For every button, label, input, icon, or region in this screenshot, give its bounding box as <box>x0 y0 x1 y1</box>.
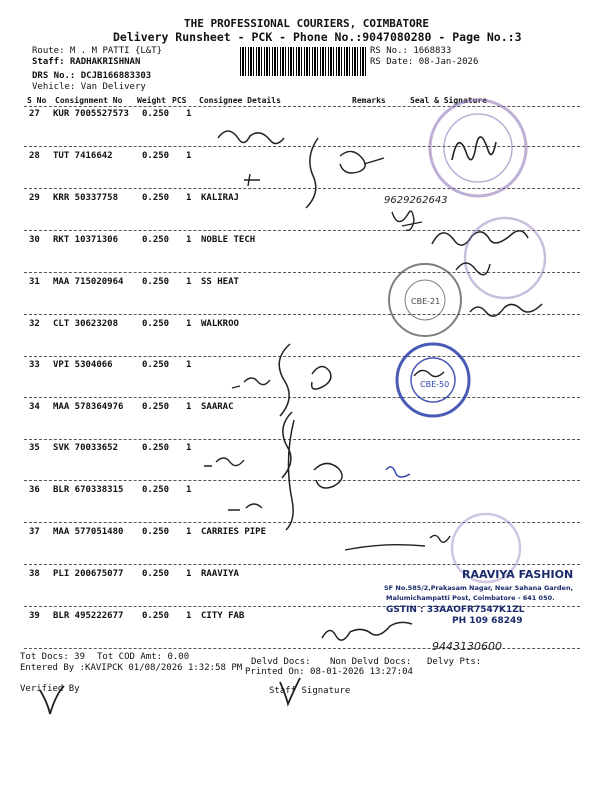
cbe21-label: CBE-21 <box>411 297 441 306</box>
row-sno: 36 <box>29 485 40 495</box>
row-pcs: 1 <box>186 109 192 119</box>
barcode <box>240 47 366 76</box>
raaviya-stamp-address-1: SF No.585/2,Prakasam Nagar, Near Sahana Garden, <box>384 584 574 592</box>
tot-docs: Tot Docs: 39 <box>20 652 86 662</box>
row-pcs: 1 <box>186 611 192 621</box>
col-header-weight: Weight <box>137 96 166 105</box>
staff-signature: Staff Signature <box>269 686 351 696</box>
rs-date: RS Date: 08-Jan-2026 <box>370 57 479 67</box>
row-consignment: TUT 7416642 <box>53 151 113 161</box>
table-row <box>0 109 600 151</box>
row-weight: 0.250 <box>142 569 170 579</box>
row-weight: 0.250 <box>142 319 170 329</box>
table-row <box>0 235 600 277</box>
row-consignee: WALKROO <box>201 319 239 329</box>
drs-label: DRS No.: DCJB166883303 <box>32 71 152 81</box>
col-header-sno: S No <box>27 96 47 105</box>
table-row <box>0 402 600 444</box>
runsheet-title: Delivery Runsheet - PCK - Phone No.:9047080280 - Page No.:3 <box>113 30 522 44</box>
table-row <box>0 485 600 527</box>
table-row <box>0 277 600 319</box>
row-pcs: 1 <box>186 402 192 412</box>
row-consignee: KALIRAJ <box>201 193 239 203</box>
row-weight: 0.250 <box>142 235 170 245</box>
row-weight: 0.250 <box>142 151 170 161</box>
table-row <box>0 569 600 611</box>
rs-no: RS No.: 1668833 <box>370 46 452 56</box>
col-header-seal: Seal & Signature <box>410 96 488 105</box>
raaviya-stamp-phone: PH 109 68249 <box>452 616 523 626</box>
row-consignment: MAA 577051480 <box>53 527 124 537</box>
raaviya-stamp-name: RAAVIYA FASHION <box>462 568 574 581</box>
row-sno: 29 <box>29 193 40 203</box>
entered-by: Entered By :KAVIPCK 01/08/2026 1:32:58 PM <box>20 663 243 673</box>
handwritten-phone-bottom: 9443130600 <box>432 640 502 653</box>
row-pcs: 1 <box>186 277 192 287</box>
row-consignee: RAAVIYA <box>201 569 239 579</box>
row-consignee: SAARAC <box>201 402 234 412</box>
row-pcs: 1 <box>186 193 192 203</box>
vehicle-label: Vehicle: Van Delivery <box>32 82 146 92</box>
row-consignee: NOBLE TECH <box>201 235 256 245</box>
tot-cod-amt: Tot COD Amt: 0.00 <box>97 652 190 662</box>
row-rule <box>24 272 580 273</box>
row-sno: 33 <box>29 360 40 370</box>
table-row <box>0 611 600 653</box>
row-weight: 0.250 <box>142 360 170 370</box>
row-sno: 30 <box>29 235 40 245</box>
row-consignment: KRR 50337758 <box>53 193 119 203</box>
row-pcs: 1 <box>186 235 192 245</box>
row-pcs: 1 <box>186 485 192 495</box>
row-consignment: VPI 5304066 <box>53 360 113 370</box>
row-sno: 39 <box>29 611 40 621</box>
row-consignment: PLI 200675077 <box>53 569 124 579</box>
row-weight: 0.250 <box>142 611 170 621</box>
row-rule <box>24 188 580 189</box>
row-consignment: SVK 70033652 <box>53 443 119 453</box>
row-rule <box>24 356 580 357</box>
raaviya-stamp-gstin: GSTIN : 33AAOFR7547K1ZL <box>386 605 525 615</box>
row-weight: 0.250 <box>142 109 170 119</box>
row-consignee: CITY FAB <box>201 611 245 621</box>
row-rule <box>24 146 580 147</box>
row-weight: 0.250 <box>142 443 170 453</box>
row-pcs: 1 <box>186 151 192 161</box>
delvd-docs: Delvd Docs: <box>251 657 311 667</box>
row-rule <box>24 648 580 649</box>
col-header-consignee: Consignee Details <box>199 96 281 105</box>
row-consignment: MAA 578364976 <box>53 402 124 412</box>
row-pcs: 1 <box>186 319 192 329</box>
row-consignment: RKT 10371306 <box>53 235 119 245</box>
col-header-pcs: PCS <box>172 96 187 105</box>
row-sno: 27 <box>29 109 40 119</box>
row-sno: 28 <box>29 151 40 161</box>
row-sno: 34 <box>29 402 40 412</box>
non-delvd-docs: Non Delvd Docs: <box>330 657 412 667</box>
row-sno: 31 <box>29 277 40 287</box>
col-header-consignment: Consignment No <box>55 96 123 105</box>
row-pcs: 1 <box>186 443 192 453</box>
staff-label: Staff: RADHAKRISHNAN <box>32 57 141 67</box>
row-rule <box>24 397 580 398</box>
row-rule <box>24 522 580 523</box>
row-rule <box>24 480 580 481</box>
row-consignee: CARRIES PIPE <box>201 527 267 537</box>
printed-on: Printed On: 08-01-2026 13:27:04 <box>245 667 413 677</box>
header-rule <box>24 106 580 107</box>
table-row <box>0 360 600 402</box>
row-consignment: BLR 495222677 <box>53 611 124 621</box>
row-consignment: CLT 30623208 <box>53 319 119 329</box>
handwritten-phone: 9629262643 <box>384 195 448 206</box>
row-weight: 0.250 <box>142 193 170 203</box>
row-rule <box>24 564 580 565</box>
raaviya-stamp-address-2: Malumichampatti Post, Coimbatore - 641 050. <box>386 594 555 602</box>
table-row <box>0 527 600 569</box>
row-sno: 35 <box>29 443 40 453</box>
row-weight: 0.250 <box>142 485 170 495</box>
row-sno: 32 <box>29 319 40 329</box>
row-pcs: 1 <box>186 569 192 579</box>
row-rule <box>24 439 580 440</box>
table-row <box>0 151 600 193</box>
row-sno: 38 <box>29 569 40 579</box>
route-label: Route: M . M PATTI {L&T} <box>32 46 163 56</box>
table-row <box>0 443 600 485</box>
row-sno: 37 <box>29 527 40 537</box>
row-consignment: MAA 715020964 <box>53 277 124 287</box>
row-rule <box>24 606 580 607</box>
row-rule <box>24 230 580 231</box>
delvy-pts: Delvy Pts: <box>427 657 482 667</box>
row-pcs: 1 <box>186 527 192 537</box>
row-rule <box>24 314 580 315</box>
row-weight: 0.250 <box>142 277 170 287</box>
table-row <box>0 193 600 235</box>
row-pcs: 1 <box>186 360 192 370</box>
verified-by: Verified By <box>20 684 80 694</box>
row-consignment: BLR 670338315 <box>53 485 124 495</box>
col-header-remarks: Remarks <box>352 96 386 105</box>
company-title: THE PROFESSIONAL COURIERS, COIMBATORE <box>184 17 430 30</box>
row-weight: 0.250 <box>142 527 170 537</box>
cbe50-label: CBE-50 <box>420 380 450 389</box>
row-weight: 0.250 <box>142 402 170 412</box>
row-consignee: SS HEAT <box>201 277 239 287</box>
row-consignment: KUR 7005527573 <box>53 109 129 119</box>
table-row <box>0 319 600 361</box>
